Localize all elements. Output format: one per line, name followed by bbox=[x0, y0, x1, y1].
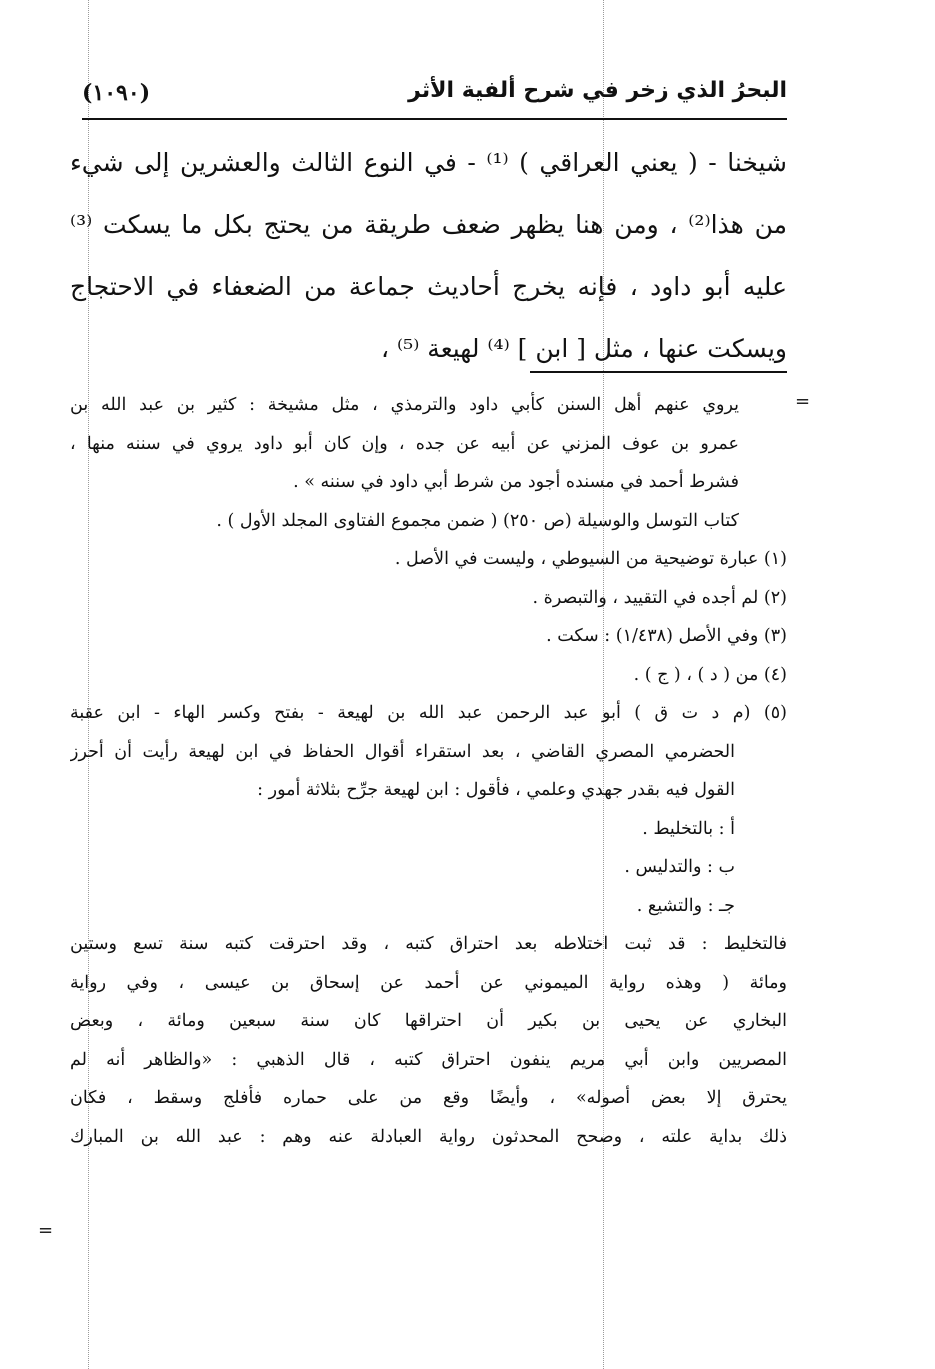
footnote-continuation-line: عمرو بن عوف المزني عن أبيه عن جده ، وإن كان أبو داود يروي في سننه منها ، bbox=[70, 433, 739, 454]
footnote-5-body-line: يحترق إلا بعض أصوله» ، وأيضًا وقع من على حماره فأفلج وسقط ، فكان bbox=[70, 1088, 787, 1108]
footnote-5-body-line: المصريين وابن أبي مريم ينفون احتراق كتبه ، قال الذهبي : «والظاهر أنه لم bbox=[70, 1049, 787, 1070]
footnote-5-line: الحضرمي المصري القاضي ، بعد استقراء أقوال الحفاظ في ابن لهيعة رأيت أن أحرز bbox=[70, 741, 735, 762]
footnote-5-line: القول فيه بقدر جهدي وعلمي ، فأقول : ابن لهيعة جرِّح بثلاثة أمور : bbox=[257, 780, 735, 800]
footnote-continuation-line: كتاب التوسل والوسيلة (ص ٢٥٠) ( ضمن مجموع الفتاوى المجلد الأول ) . bbox=[216, 510, 739, 531]
continuation-mark-bottom: = bbox=[38, 1220, 54, 1241]
footnote-separator bbox=[530, 371, 787, 373]
footnote-5-body-line: ذلك بداية علته ، وصحح المحدثون رواية العبادلة عنه وهم : عبد الله بن المبارك bbox=[70, 1126, 787, 1147]
footnote-5-first-line: (٥) (م د ت ق ) أبو عبد الرحمن عبد الله بن لهيعة - بفتح وكسر الهاء - ابن عقبة bbox=[70, 703, 787, 723]
footnote-continuation-line: يروي عنهم أهل السنن كأبي داود والترمذي ، مثل مشيخة : كثير بن عبد الله بن bbox=[70, 395, 739, 415]
main-text bbox=[70, 132, 787, 380]
footnote-1: (١) عبارة توضيحية من السيوطي ، وليست في الأصل . bbox=[394, 549, 787, 569]
page-number: (١٠٩٠) bbox=[82, 80, 151, 106]
footnote-5-body-line: فالتخليط : قد ثبت اختلاطه بعد احتراق كتبه ، وقد احترقت كتبه سنة تسع وستين bbox=[70, 934, 787, 954]
main-paragraph: شيخنا - ( يعني العراقي ) ⁽¹⁾ - في النوع الثالث والعشرين إلى شيء من هذا⁽²⁾ ، ومن هنا يظهر ضعف طريقة من يحتج بكل ما يسكت ⁽³⁾ عليه أبو داود ، فإنه يخرج أحاديث جماعة من الضعفاء في الاحتجاج ويسكت عنها ، مثل [ ابن ] ⁽⁴⁾ لهيعة ⁽⁵⁾ ، bbox=[70, 148, 787, 363]
footnote-continuation-line: فشرط أحمد في مسنده أجود من شرط أبي داود في سننه » . bbox=[293, 472, 739, 492]
footnote-2: (٢) لم أجده في التقييد ، والتبصرة . bbox=[532, 587, 787, 608]
footnote-5-item: جـ : والتشيع . bbox=[636, 895, 735, 916]
page-header bbox=[82, 72, 787, 120]
footnote-5-body-line: البخاري عن يحيى بن بكير أن احتراقها كان سنة سبعين ومائة ، وبعض bbox=[70, 1011, 787, 1031]
footnote-5-item: أ : بالتخليط . bbox=[642, 818, 735, 839]
footnotes bbox=[70, 386, 787, 1156]
footnote-4: (٤) من ( د ) ، ( ج ) . bbox=[633, 664, 787, 685]
footnote-5-body-line: ومائة ( وهذه رواية الميموني عن أحمد عن إسحاق بن عيسى ، وفي رواية bbox=[70, 972, 787, 993]
continuation-mark-top: = bbox=[795, 391, 811, 412]
running-title: البحرُ الذي زخر في شرح ألفية الأثر bbox=[408, 78, 787, 103]
footnote-3: (٣) وفي الأصل (١/٤٣٨) : سكت . bbox=[546, 626, 787, 646]
footnote-5-item: ب : والتدليس . bbox=[624, 857, 735, 877]
